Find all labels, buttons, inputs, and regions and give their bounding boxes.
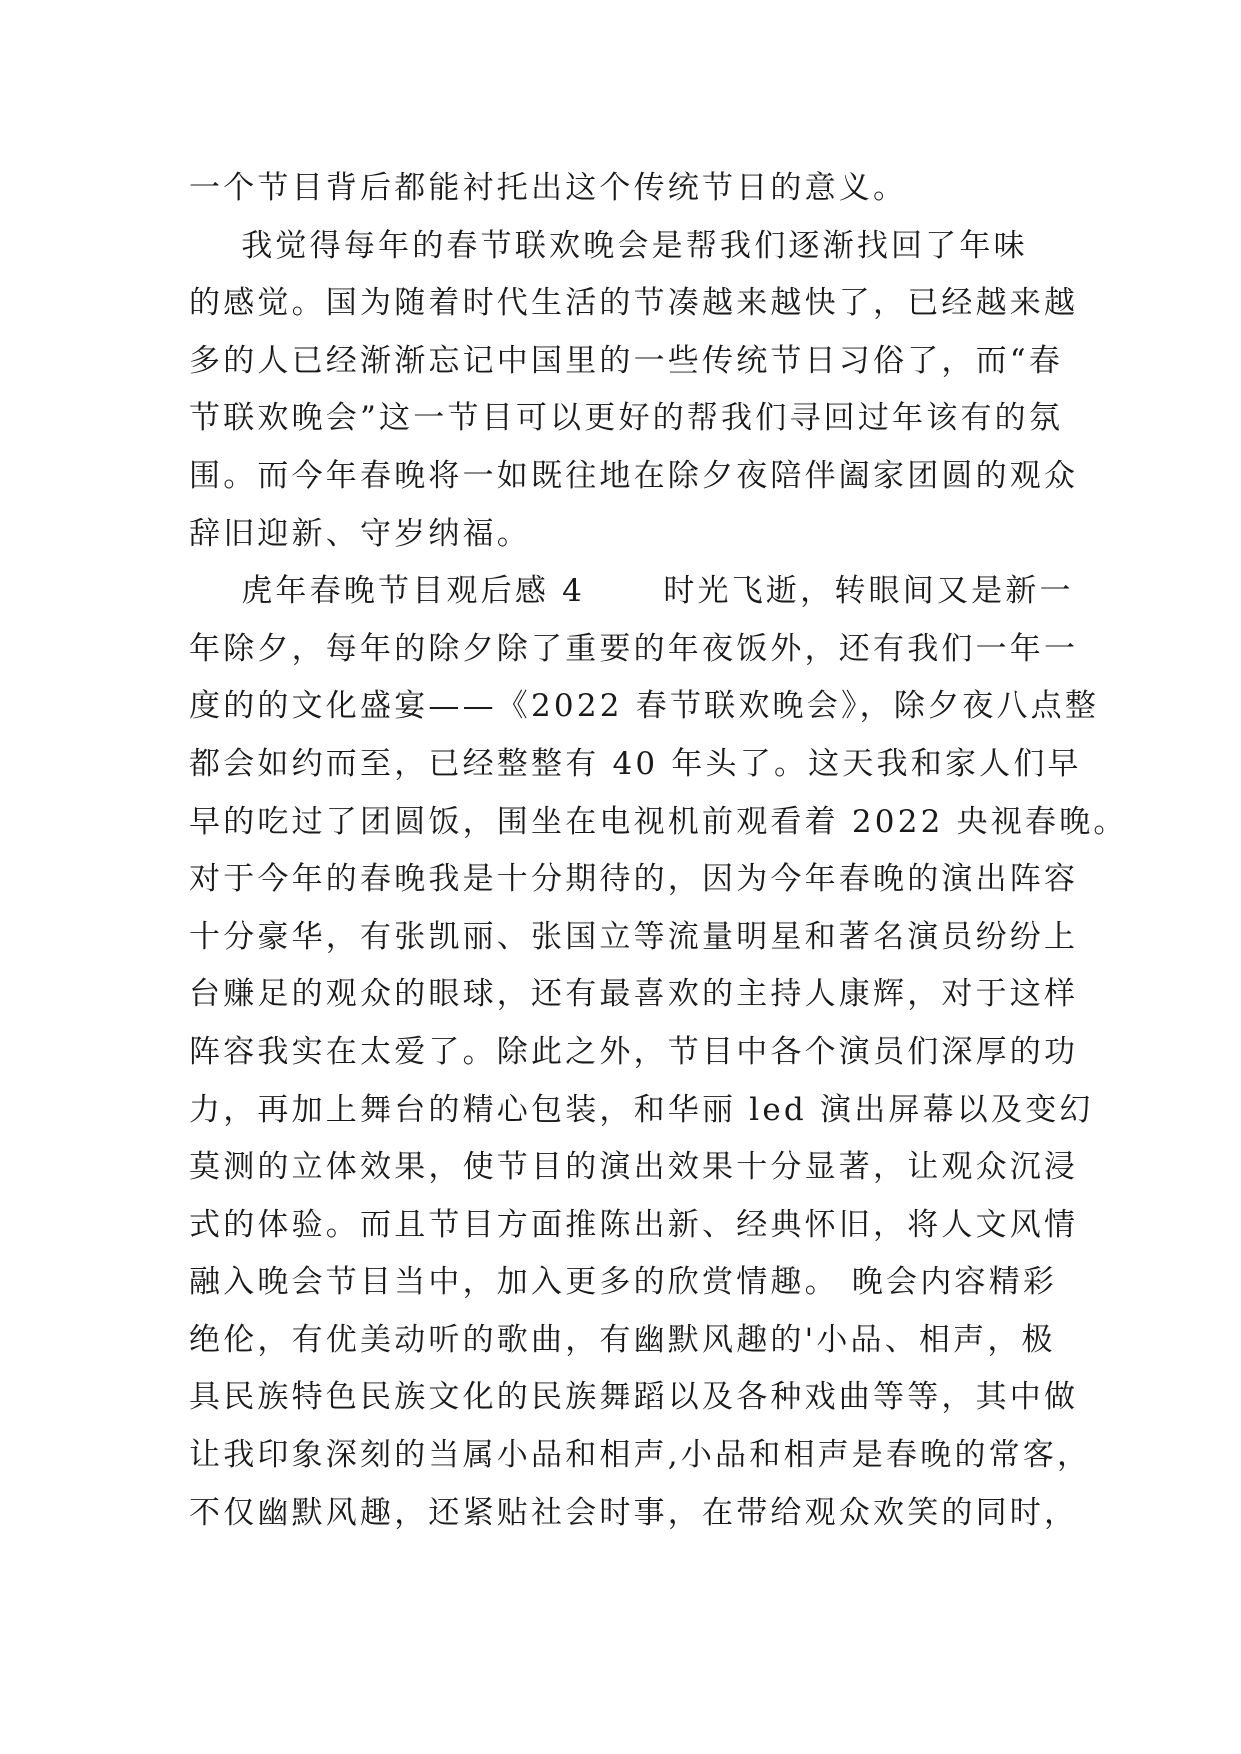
text-line: 都会如约而至，已经整整有 40 年头了。这天我和家人们早 (189, 745, 1082, 782)
text-line: 度的的文化盛宴——《2022 春节联欢晚会》，除夕夜八点整 (189, 688, 1100, 725)
text-line: 十分豪华，有张凯丽、张国立等流量明星和著名演员纷纷上 (189, 918, 1079, 955)
text-line: 一个节目背后都能衬托出这个传统节日的意义。 (189, 170, 908, 206)
text-line: 早的吃过了团圆饭，围坐在电视机前观看着 2022 央视春晚。 (189, 803, 1128, 840)
body-text (189, 160, 1128, 1542)
text-line: 不仅幽默风趣，还紧贴社会时事，在带给观众欢笑的同时， (189, 1494, 1079, 1531)
text-line: 莫测的立体效果，使节目的演出效果十分显著，让观众沉浸 (189, 1149, 1079, 1186)
text-line: 对于今年的春晚我是十分期待的，因为今年春晚的演出阵容 (189, 861, 1079, 898)
text-line: 的感觉。国为随着时代生活的节凑越来越快了，已经越来越 (189, 285, 1079, 322)
text-line: 融入晚会节目当中，加入更多的欣赏情趣。 晚会内容精彩 (189, 1264, 1058, 1301)
text-line: 围。而今年春晚将一如既往地在除夕夜陪伴阖家团圆的观众 (189, 457, 1079, 494)
text-line: 节联欢晚会”这一节目可以更好的帮我们寻回过年该有的氛 (189, 400, 1064, 437)
text-line: 我觉得每年的春节联欢晚会是帮我们逐渐找回了年味 (189, 227, 1028, 264)
text-line: 阵容我实在太爱了。除此之外，节目中各个演员们深厚的功 (189, 1033, 1079, 1070)
text-line: 力，再加上舞台的精心包装，和华丽 led 演出屏幕以及变幻 (189, 1091, 1094, 1128)
text-line: 年除夕，每年的除夕除了重要的年夜饭外，还有我们一年一 (189, 630, 1079, 667)
text-line: 具民族特色民族文化的民族舞蹈以及各种戏曲等等，其中做 (189, 1379, 1079, 1416)
text-line: 式的体验。而且节目方面推陈出新、经典怀旧，将人文风情 (189, 1206, 1079, 1243)
text-line: 台赚足的观众的眼球，还有最喜欢的主持人康辉，对于这样 (189, 976, 1079, 1013)
text-line: 多的人已经渐渐忘记中国里的一些传统节日习俗了，而“春 (189, 342, 1064, 379)
text-line: 辞旧迎新、守岁纳福。 (189, 515, 531, 552)
text-line: 虎年春晚节目观后感 4 时光飞逝，转眼间又是新一 (189, 573, 1074, 610)
text-line: 绝伦，有优美动听的歌曲，有幽默风趣的'小品、相声，极 (189, 1321, 1056, 1358)
text-line: 让我印象深刻的当属小品和相声,小品和相声是春晚的常客， (189, 1437, 1092, 1474)
